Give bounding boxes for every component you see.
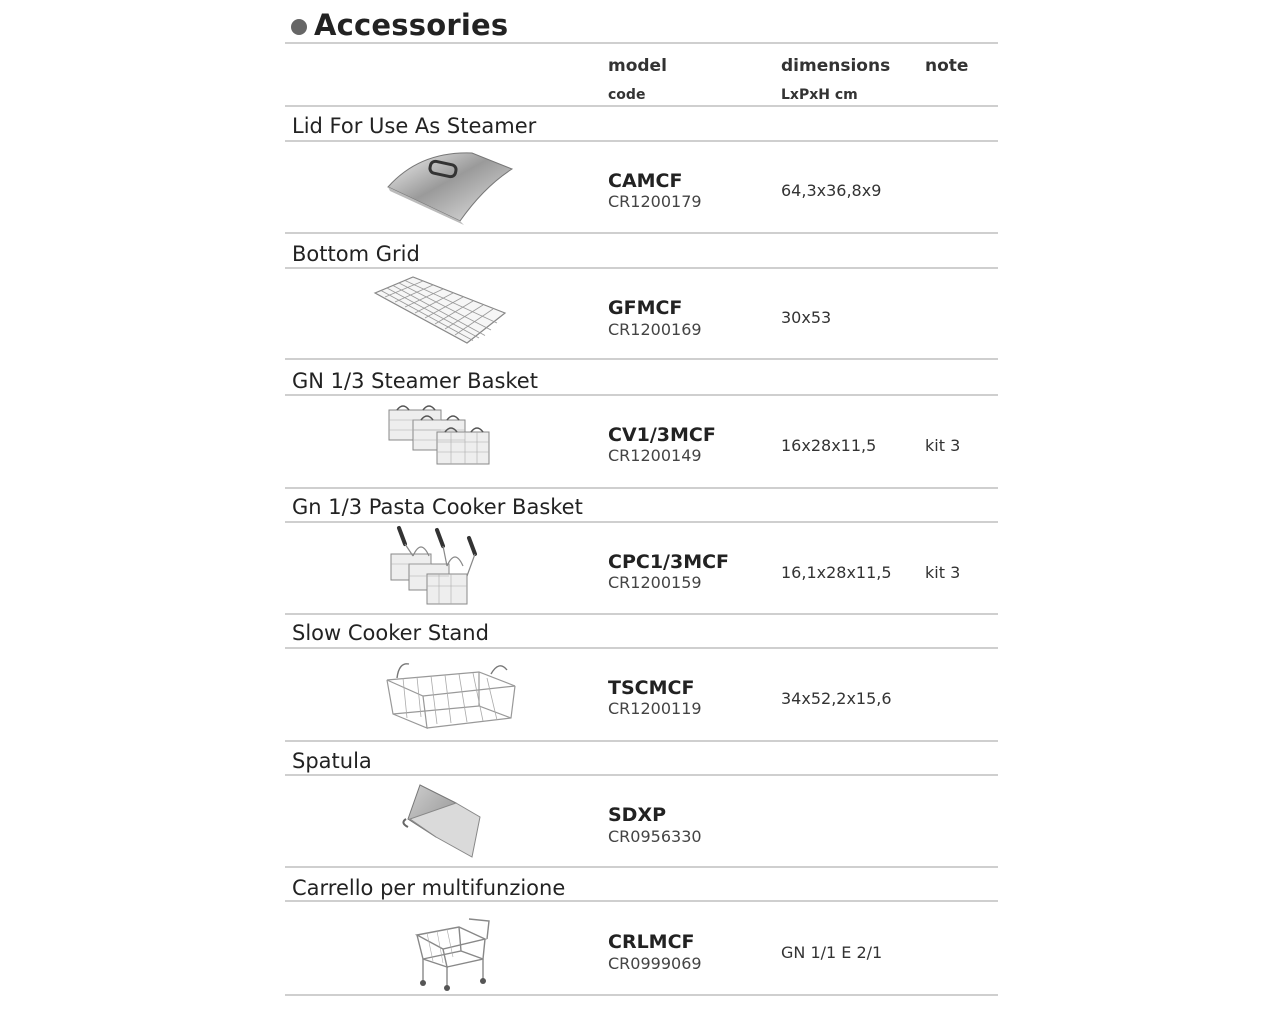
- item-dimensions: 30x53: [781, 308, 832, 327]
- item-dimensions: 16x28x11,5: [781, 436, 877, 455]
- item-model: GFMCF: [608, 297, 683, 319]
- divider: [285, 994, 998, 996]
- divider: [285, 394, 998, 396]
- divider: [285, 613, 998, 615]
- divider: [285, 900, 998, 902]
- item-code: CR1200169: [608, 320, 702, 339]
- column-header-dimensions-unit: LxPxH cm: [781, 87, 858, 103]
- item-dimensions: 64,3x36,8x9: [781, 181, 882, 200]
- item-note: kit 3: [925, 436, 961, 455]
- steamer-lid-icon: [380, 147, 520, 227]
- item-code: CR1200119: [608, 699, 702, 718]
- divider: [285, 105, 998, 107]
- item-code: CR0999069: [608, 954, 702, 973]
- trolley-icon: [413, 911, 493, 991]
- item-model: CPC1/3MCF: [608, 551, 730, 573]
- column-header-dimensions: dimensions: [781, 56, 891, 76]
- item-dimensions: GN 1/1 E 2/1: [781, 943, 883, 962]
- item-code: CR1200159: [608, 573, 702, 592]
- divider: [285, 740, 998, 742]
- item-name: Slow Cooker Stand: [292, 621, 489, 645]
- divider: [285, 521, 998, 523]
- item-model: SDXP: [608, 804, 667, 826]
- item-name: GN 1/3 Steamer Basket: [292, 369, 538, 393]
- divider: [285, 358, 998, 360]
- item-code: CR1200149: [608, 446, 702, 465]
- item-name: Lid For Use As Steamer: [292, 114, 537, 138]
- divider: [285, 267, 998, 269]
- item-code: CR0956330: [608, 827, 702, 846]
- divider: [285, 774, 998, 776]
- item-name: Bottom Grid: [292, 242, 420, 266]
- item-model: TSCMCF: [608, 677, 695, 699]
- column-header-note: note: [925, 56, 969, 76]
- item-model: CV1/3MCF: [608, 424, 716, 446]
- page-title: Accessories: [314, 8, 509, 42]
- slow-cooker-stand-icon: [383, 656, 518, 736]
- divider: [285, 42, 998, 44]
- item-name: Carrello per multifunzione: [292, 876, 566, 900]
- item-dimensions: 16,1x28x11,5: [781, 563, 892, 582]
- divider: [285, 140, 998, 142]
- item-name: Spatula: [292, 749, 372, 773]
- item-code: CR1200179: [608, 192, 702, 211]
- item-name: Gn 1/3 Pasta Cooker Basket: [292, 495, 583, 519]
- item-model: CRLMCF: [608, 931, 695, 953]
- divider: [285, 647, 998, 649]
- column-header-code: code: [608, 87, 646, 103]
- item-note: kit 3: [925, 563, 961, 582]
- column-header-model: model: [608, 56, 667, 76]
- bottom-grid-icon: [373, 275, 508, 347]
- divider: [285, 487, 998, 489]
- spatula-icon: [400, 781, 490, 861]
- divider: [285, 232, 998, 234]
- steamer-basket-icon: [387, 400, 522, 475]
- item-dimensions: 34x52,2x15,6: [781, 689, 892, 708]
- item-model: CAMCF: [608, 170, 683, 192]
- accessories-heading: [291, 8, 508, 42]
- pasta-basket-icon: [389, 524, 499, 614]
- divider: [285, 866, 998, 868]
- bullet-icon: [291, 19, 307, 35]
